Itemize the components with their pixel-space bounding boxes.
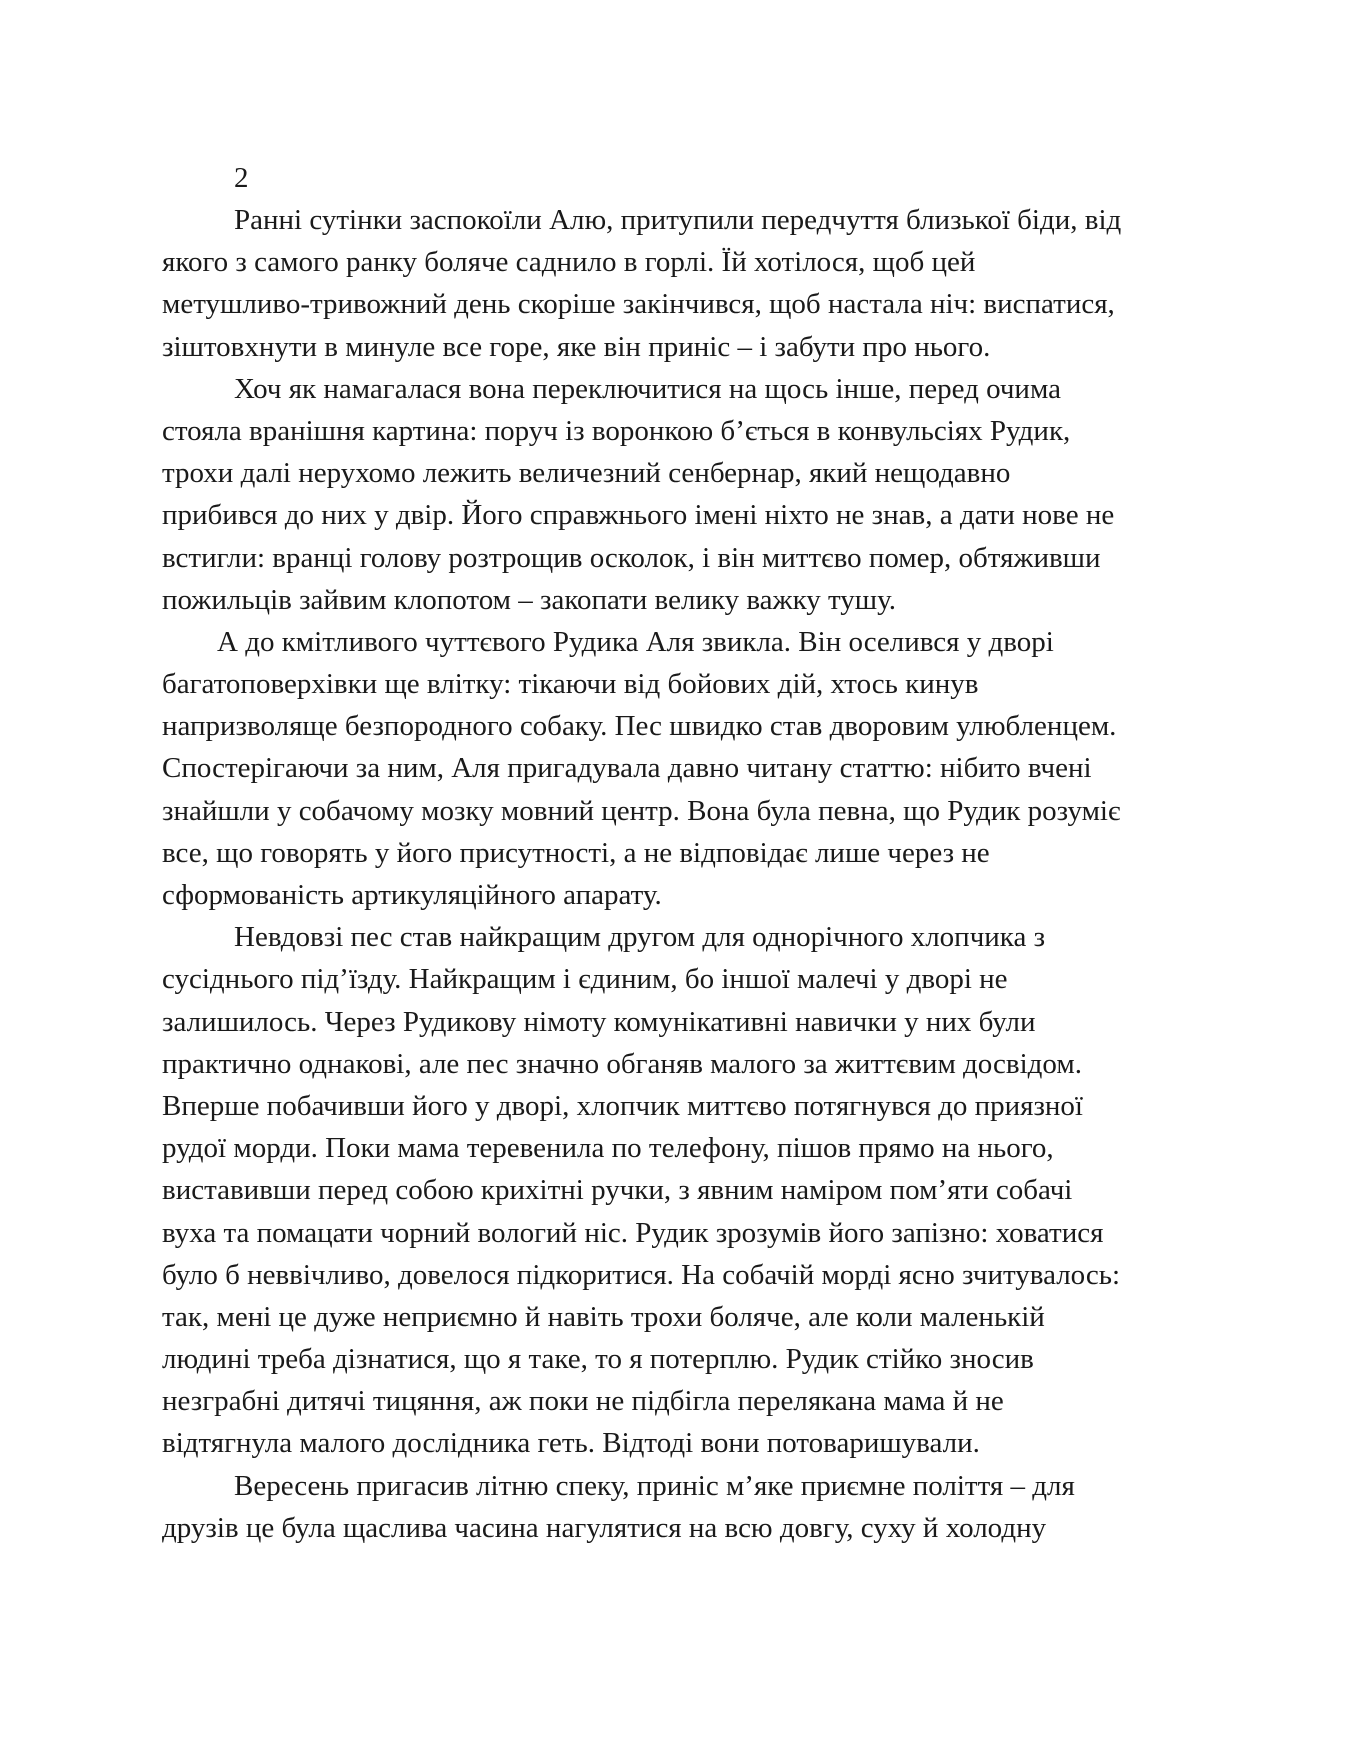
text-line: встигли: вранці голову розтрощив осколок, і він миттєво помер, обтяживши xyxy=(162,541,1101,574)
text-line: практично однакові, але пес значно обганяв малого за життєвим досвідом. xyxy=(162,1047,1082,1080)
text-line: стояла вранішня картина: поруч із воронкою б’ється в конвульсіях Рудик, xyxy=(162,414,1071,447)
text-line: відтягнула малого дослідника геть. Відтоді вони потоваришували. xyxy=(162,1427,980,1460)
text-line: багатоповерхівки ще влітку: тікаючи від бойових дій, хтось кинув xyxy=(162,668,979,701)
text-line: виставивши перед собою крихітні ручки, з явним наміром пом’яти собачі xyxy=(162,1174,1073,1207)
text-line: знайшли у собачому мозку мовний центр. Вона була певна, що Рудик розуміє xyxy=(162,794,1121,827)
text-line: Вперше побачивши його у дворі, хлопчик миттєво потягнувся до приязної xyxy=(162,1089,1083,1122)
text-line: залишилось. Через Рудикову німоту комунікативні навички у них були xyxy=(162,1005,1036,1038)
text-line: метушливо-тривожний день скоріше закінчився, щоб настала ніч: виспатися, xyxy=(162,288,1115,321)
text-line: так, мені це дуже неприємно й навіть трохи боляче, але коли маленькій xyxy=(162,1300,1045,1333)
text-line: Спостерігаючи за ним, Аля пригадувала давно читану статтю: нібито вчені xyxy=(162,752,1092,785)
text-line: Ранні сутінки заспокоїли Алю, притупили передчуття близької біди, від xyxy=(234,204,1122,236)
text-line: незграбні дитячі тицяння, аж поки не підбігла перелякана мама й не xyxy=(162,1385,1004,1418)
chapter-number: 2 xyxy=(234,162,249,194)
text-line: все, що говорять у його присутності, а не відповідає лише через не xyxy=(162,836,990,869)
text-line: вуха та помацати чорний вологий ніс. Рудик зрозумів його запізно: ховатися xyxy=(162,1216,1104,1249)
text-line: Хоч як намагалася вона переключитися на щось інше, перед очима xyxy=(234,372,1061,405)
text-line: Невдовзі пес став найкращим другом для однорічного хлопчика з xyxy=(234,921,1046,954)
text-line: Вересень пригасив літню спеку, приніс м’яке приємне поліття – для xyxy=(234,1469,1075,1502)
text-line: пожильців зайвим клопотом – закопати велику важку тушу. xyxy=(162,583,896,616)
text-line: друзів це була щаслива часина нагулятися на всю довгу, суху й холодну xyxy=(162,1511,1047,1544)
text-line: А до кмітливого чуттєвого Рудика Аля звикла. Він оселився у дворі xyxy=(217,625,1054,658)
text-line: трохи далі нерухомо лежить величезний сенбернар, який нещодавно xyxy=(162,457,1011,490)
body-text xyxy=(162,199,1202,1549)
text-line: напризволяще безпородного собаку. Пес швидко став дворовим улюбленцем. xyxy=(162,710,1117,743)
text-line: сусіднього під’їзду. Найкращим і єдиним, бо іншої малечі у дворі не xyxy=(162,963,1008,996)
text-line: сформованість артикуляційного апарату. xyxy=(162,879,662,911)
text-line: було б неввічливо, довелося підкоритися. На собачій морді ясно зчитувалось: xyxy=(162,1258,1121,1291)
text-line: зіштовхнути в минуле все горе, яке він приніс – і забути про нього. xyxy=(162,330,991,363)
text-line: рудої морди. Поки мама теревенила по телефону, пішов прямо на нього, xyxy=(162,1132,1054,1165)
text-line: прибився до них у двір. Його справжнього імені ніхто не знав, а дати нове не xyxy=(162,499,1115,532)
text-line: якого з самого ранку боляче саднило в горлі. Їй хотілося, щоб цей xyxy=(162,246,976,279)
text-line: людині треба дізнатися, що я таке, то я потерплю. Рудик стійко зносив xyxy=(162,1343,1034,1376)
